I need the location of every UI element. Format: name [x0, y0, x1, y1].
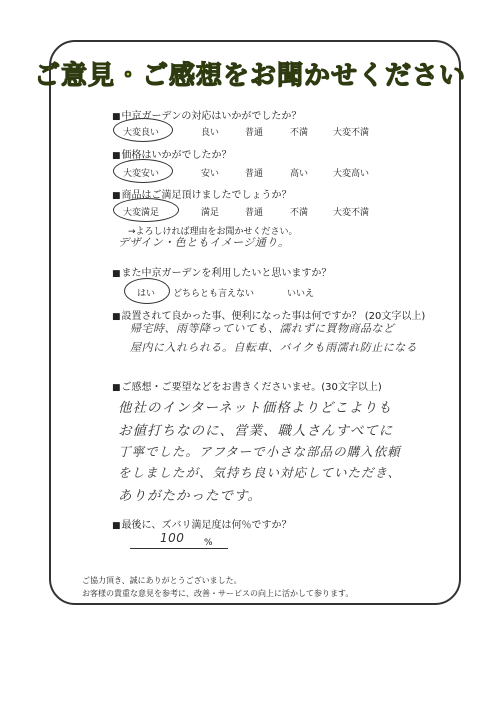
- feedback-answer-line: をしましたが、気持ち良い対応していただき、: [118, 465, 402, 480]
- option-support-2[interactable]: 普通: [245, 128, 264, 138]
- option-product-0[interactable]: 大変満足: [123, 208, 160, 218]
- reason-prompt: →よろしければ理由をお聞かせください。: [128, 227, 298, 237]
- feedback-answer-line: 他社のインターネット価格よりどこよりも: [118, 400, 393, 416]
- selection-circle-reuse: [124, 278, 170, 304]
- selection-circle-price: [113, 159, 173, 183]
- option-reuse-2[interactable]: いいえ: [287, 289, 315, 299]
- option-price-0[interactable]: 大変安い: [123, 169, 160, 179]
- question-product: ■ 商品はご満足頂けましたでしょうか？: [112, 186, 292, 201]
- option-support-1[interactable]: 良い: [201, 128, 220, 138]
- selection-circle-support: [113, 118, 173, 142]
- question-benefit: ■ 設置されて良かった事、便利になった事は何ですか？ (20文字以上): [112, 307, 425, 322]
- survey-title: ご意見・ご感想をお聞かせください: [33, 61, 466, 91]
- satisfaction-underline: [130, 548, 228, 549]
- option-price-3[interactable]: 高い: [290, 169, 309, 179]
- satisfaction-unit: %: [204, 538, 213, 548]
- option-price-2[interactable]: 普通: [245, 169, 264, 179]
- footer-thanks: ご協力頂き、誠にありがとうございました。: [82, 576, 242, 585]
- option-price-1[interactable]: 安い: [201, 169, 220, 179]
- benefit-answer-line: 帰宅時、雨等降っていても、濡れずに買物商品など: [130, 322, 395, 335]
- option-price-4[interactable]: 大変高い: [333, 169, 370, 179]
- satisfaction-answer: 100: [160, 531, 185, 545]
- selection-circle-product: [113, 198, 179, 222]
- option-product-2[interactable]: 普通: [245, 208, 264, 218]
- option-product-1[interactable]: 満足: [201, 208, 220, 218]
- option-support-3[interactable]: 不満: [290, 128, 309, 138]
- option-reuse-0[interactable]: はい: [137, 289, 156, 299]
- question-reuse: ■ また中京ガーデンを利用したいと思いますか？: [112, 264, 331, 279]
- option-reuse-1[interactable]: どちらとも言えない: [173, 289, 255, 299]
- question-feedback: ■ ご感想・ご要望などをお書きくださいませ。(30文字以上): [112, 378, 382, 393]
- option-support-0[interactable]: 大変良い: [123, 128, 160, 138]
- option-product-4[interactable]: 大変不満: [333, 208, 370, 218]
- reason-answer: デザイン・色ともイメージ通り。: [118, 236, 290, 249]
- feedback-answer-line: お値打ちなのに、営業、職人さんすべてに: [118, 423, 394, 439]
- benefit-answer-line: 屋内に入れられる。自転車、バイクも雨濡れ防止になる: [130, 341, 418, 354]
- footer-note: お客様の貴重な意見を参考に、改善・サービスの向上に活かして参ります。: [82, 589, 354, 598]
- question-satisfaction: ■ 最後に、ズバリ満足度は何％ですか？: [112, 516, 292, 531]
- feedback-answer-line: 丁寧でした。アフターで小さな部品の購入依頼: [118, 444, 401, 459]
- feedback-answer-line: ありがたかったです。: [118, 488, 262, 504]
- question-support: ■ 中京ガーデンの対応はいかがでしたか？: [112, 107, 301, 122]
- question-price: ■ 価格はいかがでしたか？: [112, 146, 232, 161]
- option-support-4[interactable]: 大変不満: [333, 128, 370, 138]
- option-product-3[interactable]: 不満: [290, 208, 309, 218]
